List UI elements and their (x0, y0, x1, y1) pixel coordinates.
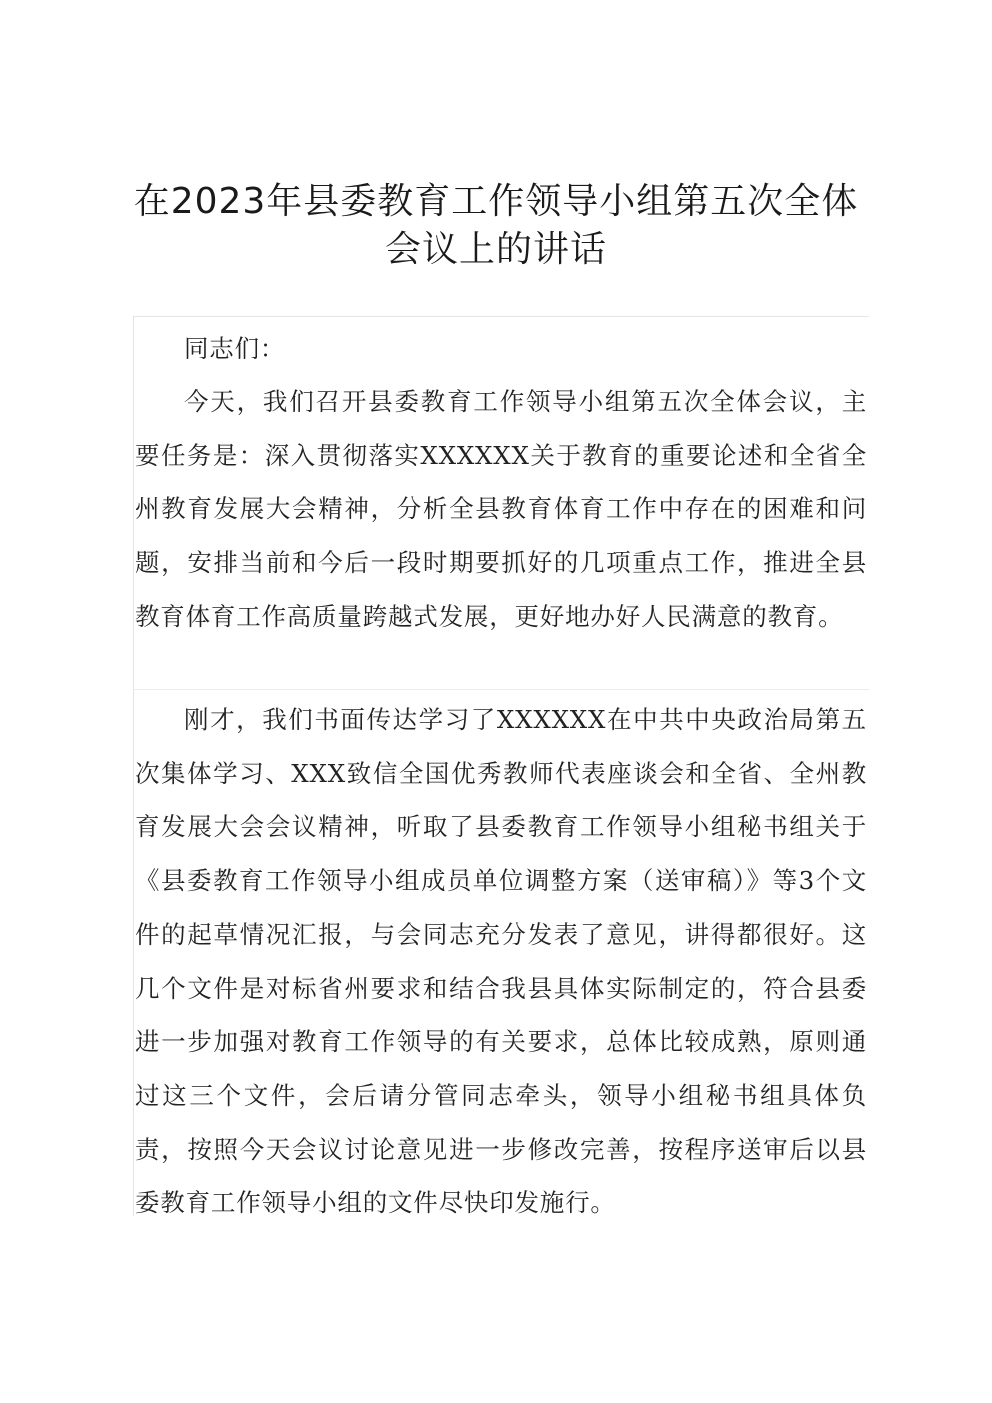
top-divider (133, 316, 869, 317)
paragraph-divider (133, 689, 869, 690)
left-margin-line (133, 316, 134, 1216)
paragraph-2: 刚才，我们书面传达学习了XXXXXX在中共中央政治局第五次集体学习、XXX致信全国优秀教师代表座谈会和全省、全州教育发展大会会议精神，听取了县委教育工作领导小组秘书组关于《县委教育工作领导小组成员单位调整方案（送审稿）》等3个文件的起草情况汇报，与会同志充分发表了意见，讲得都很好。这几个文件是对标省州要求和结合我县具体实际制定的，符合县委进一步加强对教育工作领导的有关要求，总体比较成熟，原则通过这三个文件，会后请分管同志牵头，领导小组秘书组具体负责，按照今天会议讨论意见进一步修改完善，按程序送审后以县委教育工作领导小组的文件尽快印发施行。 (135, 705, 867, 1218)
document-title (100, 178, 892, 274)
salutation: 同志们： (184, 334, 286, 363)
document-body (133, 316, 869, 1216)
paragraph-1: 今天，我们召开县委教育工作领导小组第五次全体会议，主要任务是：深入贯彻落实XXXXXX关于教育的重要论述和全省全州教育发展大会精神，分析全县教育体育工作中存在的困难和问题，安排当前和今后一段时期要抓好的几项重点工作，推进全县教育体育工作高质量跨越式发展，更好地办好人民满意的教育。 (135, 387, 867, 631)
document-title-line-2: 会议上的讲话 (384, 229, 607, 270)
document-title-line-1: 在2023年县委教育工作领导小组第五次全体 (133, 181, 859, 222)
